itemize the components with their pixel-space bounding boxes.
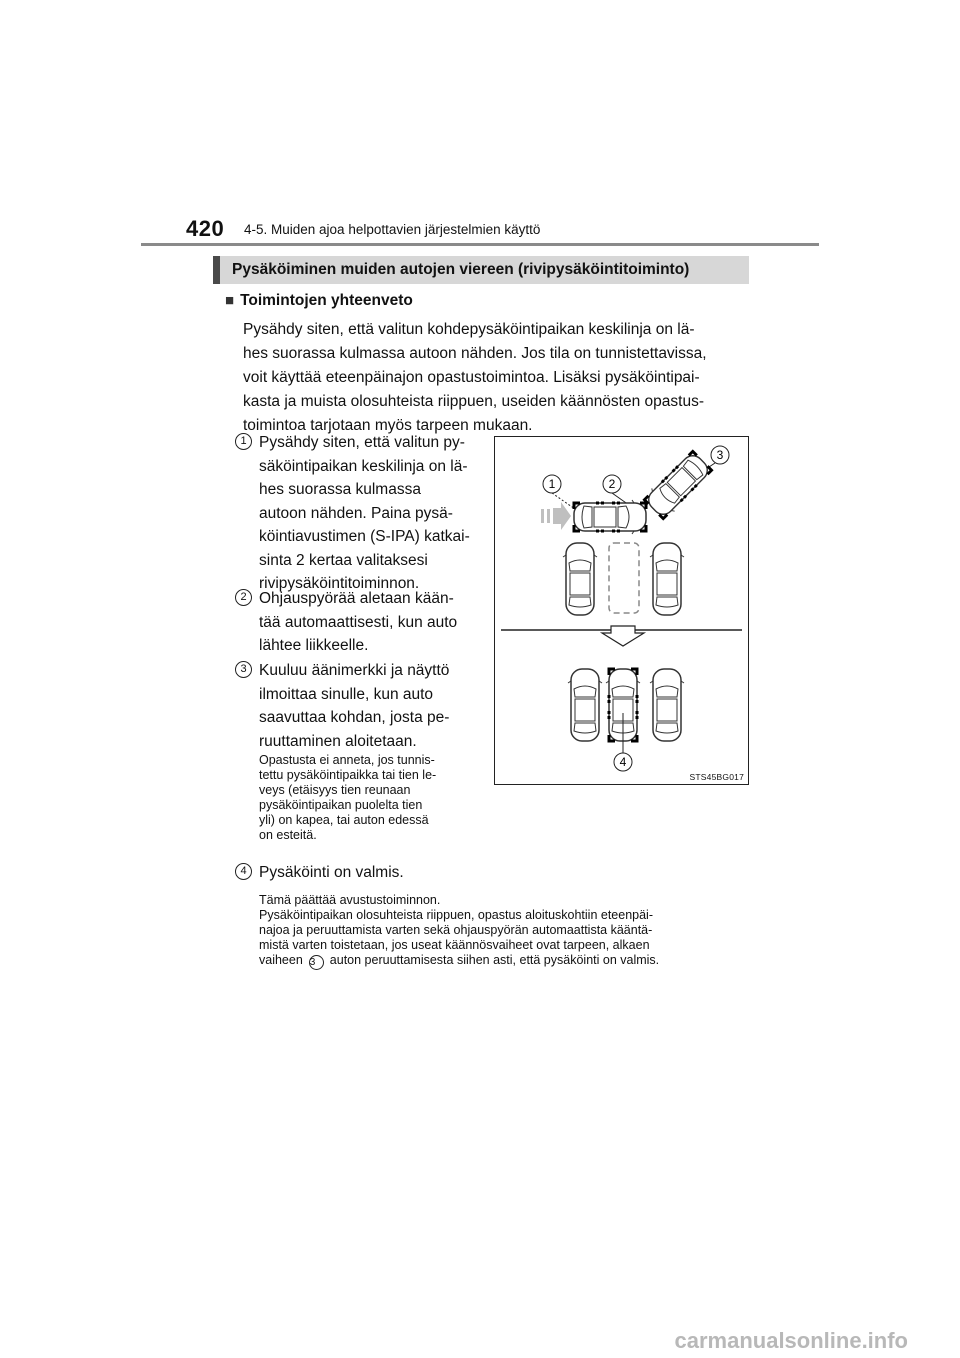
step-3-note: [259, 753, 477, 843]
watermark: carmanualsonline.info: [674, 1328, 908, 1353]
subsection-heading: [225, 292, 413, 310]
section-heading-bar: [213, 256, 749, 284]
parked-car-right-top: [650, 543, 684, 615]
parked-car-left-top: [563, 543, 597, 615]
step-number-badge: 4: [235, 863, 252, 880]
note-line: veys (etäisyys tien reunaan: [259, 783, 411, 797]
step-line: Kuuluu äänimerkki ja näyttö: [259, 662, 450, 679]
intro-line: toimintoa tarjotaan myös tarpeen mukaan.: [243, 417, 533, 434]
intro-paragraph: [243, 318, 749, 438]
note-text: auton peruuttamisesta siihen asti, että pysäköinti on valmis.: [329, 953, 660, 967]
step-number-badge: 3: [235, 661, 252, 678]
callout-2-label: 2: [608, 477, 616, 491]
step-line: tää automaattisesti, kun auto: [259, 613, 458, 631]
step-line: säköintipaikan keskilinja on lä-: [259, 457, 468, 475]
subsection-title: Toimintojen yhteenveto: [240, 292, 413, 309]
step-line: sinta 2 kertaa valitaksesi: [259, 551, 428, 569]
step-line: Pysähdy siten, että valitun py-: [259, 434, 465, 451]
page-number: 420: [186, 216, 225, 241]
step-reference-badge: 3: [309, 955, 324, 970]
step-2-text: [259, 587, 474, 658]
car-turning-position: [642, 449, 713, 520]
car-start-position: [574, 500, 646, 534]
note-line: [259, 953, 749, 970]
section-title: Pysäköiminen muiden autojen viereen (rivipysäköintitoiminto): [232, 261, 690, 278]
callout-4-label: 4: [619, 755, 627, 769]
parked-car-right-bottom: [650, 669, 684, 741]
target-parking-space: [609, 543, 639, 613]
step-number-badge: 2: [235, 589, 252, 606]
intro-line: hes suorassa kulmassa autoon nähden. Jos tila on tunnistettavissa,: [243, 345, 707, 362]
header-divider: [141, 243, 819, 246]
note-text: vaiheen: [259, 953, 303, 967]
parking-diagram: [494, 436, 749, 785]
step-line: ruuttaminen aloitetaan.: [259, 732, 417, 750]
note-line: mistä varten toistetaan, jos useat käännösvaiheet ovat tarpeen, alkaen: [259, 938, 650, 952]
intro-line: Pysähdy siten, että valitun kohdepysäköintipaikan keskilinja on lä-: [243, 321, 695, 338]
note-line: Tämä päättää avustustoiminnon.: [259, 893, 441, 907]
step-line: rivipysäköintitoiminnon.: [259, 575, 420, 592]
step-line: Ohjauspyörää aletaan kään-: [259, 590, 454, 607]
parking-diagram-svg: [495, 437, 748, 784]
step-3-text: [259, 659, 474, 753]
down-arrow-icon: [602, 626, 644, 646]
note-line: pysäköintipaikan puolelta tien: [259, 798, 423, 812]
parked-car-left-bottom: [568, 669, 602, 741]
step-line: köintiavustimen (S-IPA) katkai-: [259, 528, 470, 545]
note-line: najoa ja peruuttamista varten sekä ohjauspyörän automaattista kääntä-: [259, 923, 653, 937]
step-number-badge: 1: [235, 433, 252, 450]
intro-line: kasta ja muista olosuhteista riippuen, useiden käännösten opastus-: [243, 393, 704, 410]
note-line: Pysäköintipaikan olosuhteista riippuen, opastus aloituskohtiin eteenpäi-: [259, 908, 654, 922]
note-line: Opastusta ei anneta, jos tunnis-: [259, 753, 435, 767]
note-line: tettu pysäköintipaikka tai tien le-: [259, 768, 437, 782]
figure-code: STS45BG017: [689, 772, 744, 782]
step-4-text: [259, 861, 659, 885]
step-line: Pysäköinti on valmis.: [259, 864, 404, 881]
note-line: yli) on kapea, tai auton edessä: [259, 813, 429, 827]
chapter-title: 4-5. Muiden ajoa helpottavien järjestelmien käyttö: [244, 222, 541, 237]
step-line: saavuttaa kohdan, josta pe-: [259, 709, 450, 726]
note-line: on esteitä.: [259, 828, 317, 842]
step-line: ilmoittaa sinulle, kun auto: [259, 685, 434, 703]
step-line: autoon nähden. Paina pysä-: [259, 504, 453, 522]
callout-1-label: 1: [548, 477, 556, 491]
step-4-note: [259, 893, 749, 970]
callout-3-label: 3: [716, 448, 724, 462]
intro-line: voit käyttää eteenpäinajon opastustoimintoa. Lisäksi pysäköintipai-: [243, 369, 700, 386]
step-line: lähtee liikkeelle.: [259, 637, 369, 654]
step-line: hes suorassa kulmassa: [259, 481, 421, 498]
movement-arrow-icon: [541, 502, 571, 530]
square-bullet-icon: ■: [225, 292, 235, 309]
step-1-text: [259, 431, 474, 596]
